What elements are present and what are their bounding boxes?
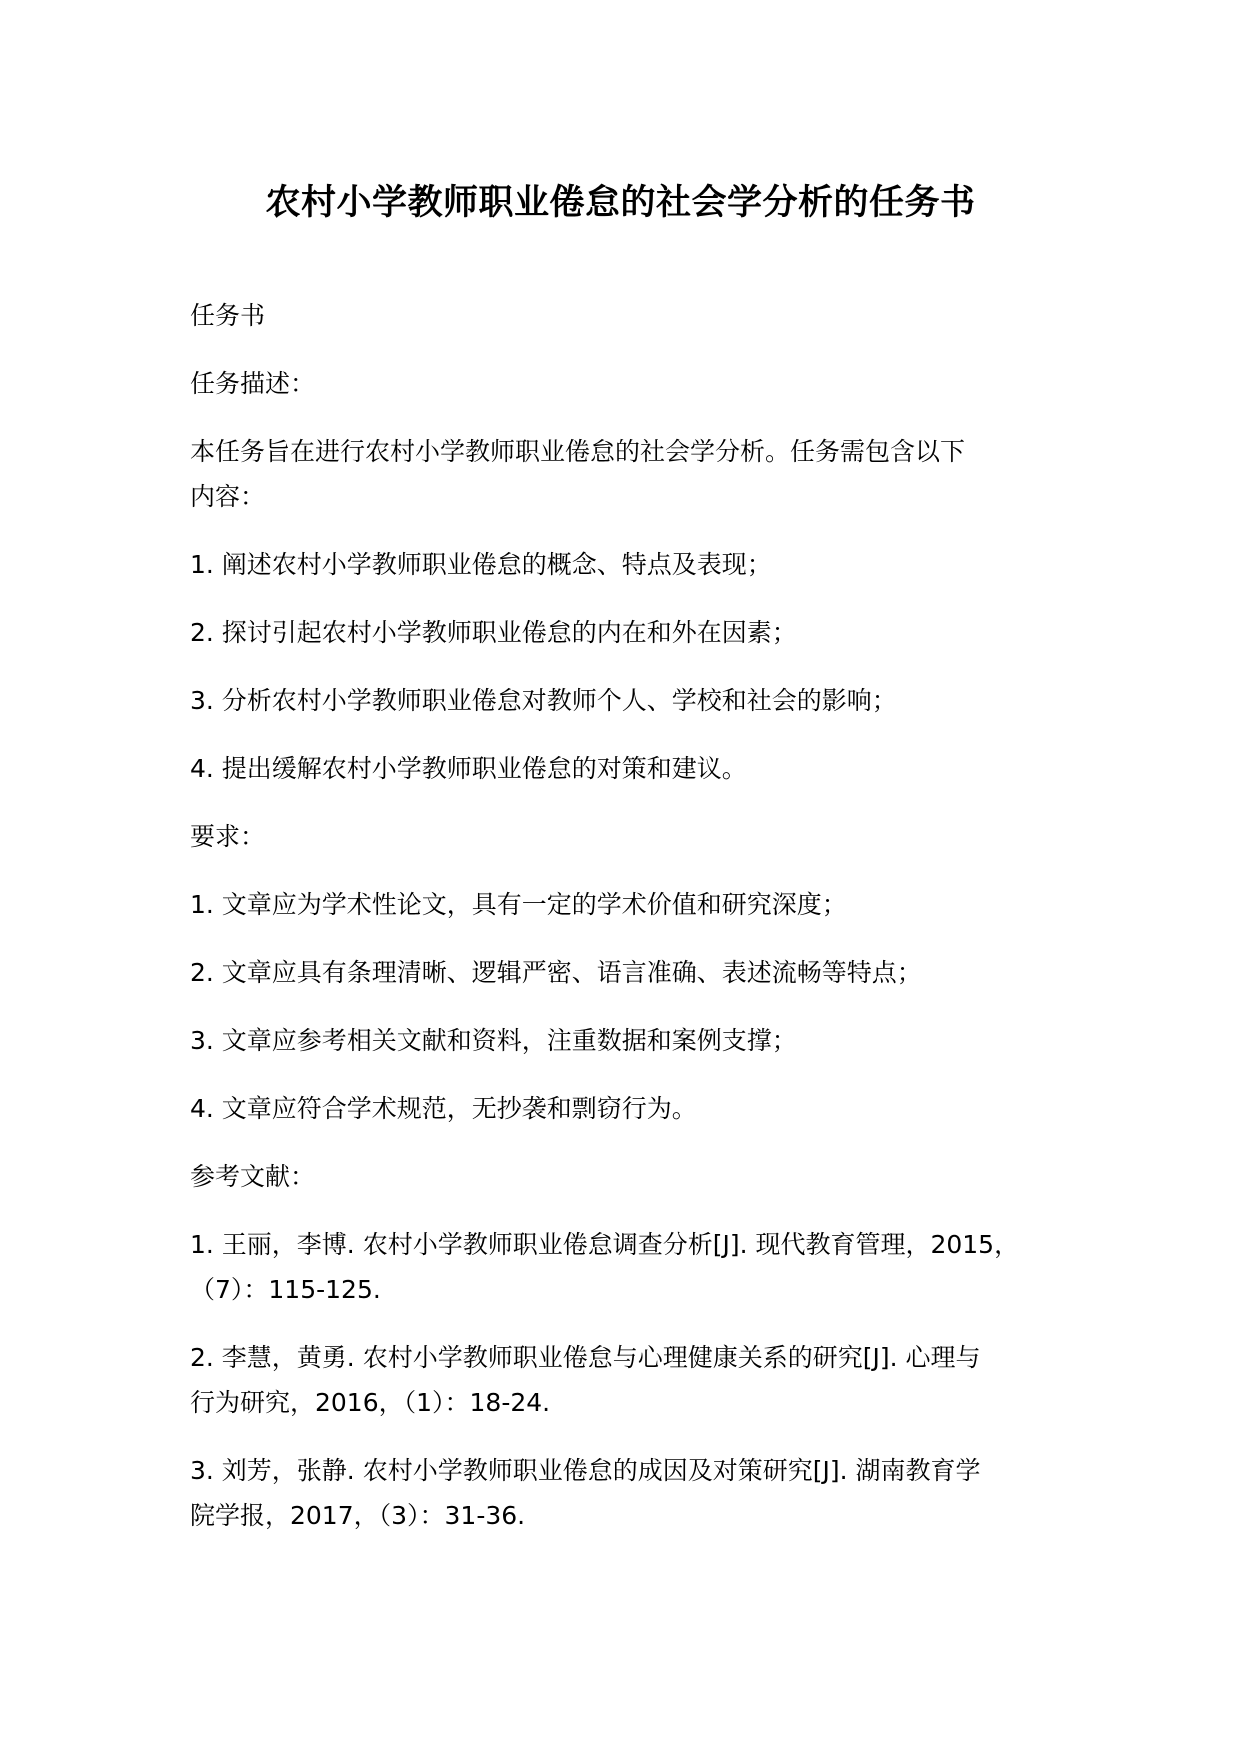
requirement-item: 3. 文章应参考相关文献和资料，注重数据和案例支撑； <box>190 1026 797 1055</box>
requirement-item: 1. 文章应为学术性论文，具有一定的学术价值和研究深度； <box>190 890 847 919</box>
reference-line: 2. 李慧，黄勇. 农村小学教师职业倦怠与心理健康关系的研究[J]. 心理与 <box>190 1343 981 1372</box>
intro-line: 内容： <box>190 482 266 511</box>
requirements-label: 要求： <box>190 822 266 851</box>
task-item: 4. 提出缓解农村小学教师职业倦怠的对策和建议。 <box>190 754 747 783</box>
requirement-item: 4. 文章应符合学术规范，无抄袭和剽窃行为。 <box>190 1094 697 1123</box>
task-description-label: 任务描述： <box>190 369 316 398</box>
task-item: 2. 探讨引起农村小学教师职业倦怠的内在和外在因素； <box>190 618 797 647</box>
reference-line: 3. 刘芳，张静. 农村小学教师职业倦怠的成因及对策研究[J]. 湖南教育学 <box>190 1456 981 1485</box>
intro-line: 本任务旨在进行农村小学教师职业倦怠的社会学分析。任务需包含以下 <box>190 437 966 466</box>
section-heading: 任务书 <box>190 301 266 330</box>
task-item-list <box>190 542 1090 791</box>
reference-line: （7）：115-125. <box>190 1275 381 1304</box>
reference-line: 1. 王丽，李博. 农村小学教师职业倦怠调查分析[J]. 现代教育管理，2015， <box>190 1230 1020 1259</box>
intro-paragraph <box>190 429 1090 519</box>
references-label: 参考文献： <box>190 1162 316 1191</box>
document-title: 农村小学教师职业倦怠的社会学分析的任务书 <box>265 183 976 223</box>
task-item: 3. 分析农村小学教师职业倦怠对教师个人、学校和社会的影响； <box>190 686 897 715</box>
reference-line: 院学报，2017，（3）：31-36. <box>190 1501 526 1530</box>
reference-line: 行为研究，2016，（1）：18-24. <box>190 1388 551 1417</box>
task-item: 1. 阐述农村小学教师职业倦怠的概念、特点及表现； <box>190 550 772 579</box>
reference-list <box>190 1222 1090 1538</box>
reference-item <box>190 1335 1090 1425</box>
reference-item <box>190 1222 1090 1312</box>
requirement-item: 2. 文章应具有条理清晰、逻辑严密、语言准确、表述流畅等特点； <box>190 958 922 987</box>
document-body <box>190 293 1090 1561</box>
reference-item <box>190 1448 1090 1538</box>
requirement-list <box>190 882 1090 1131</box>
